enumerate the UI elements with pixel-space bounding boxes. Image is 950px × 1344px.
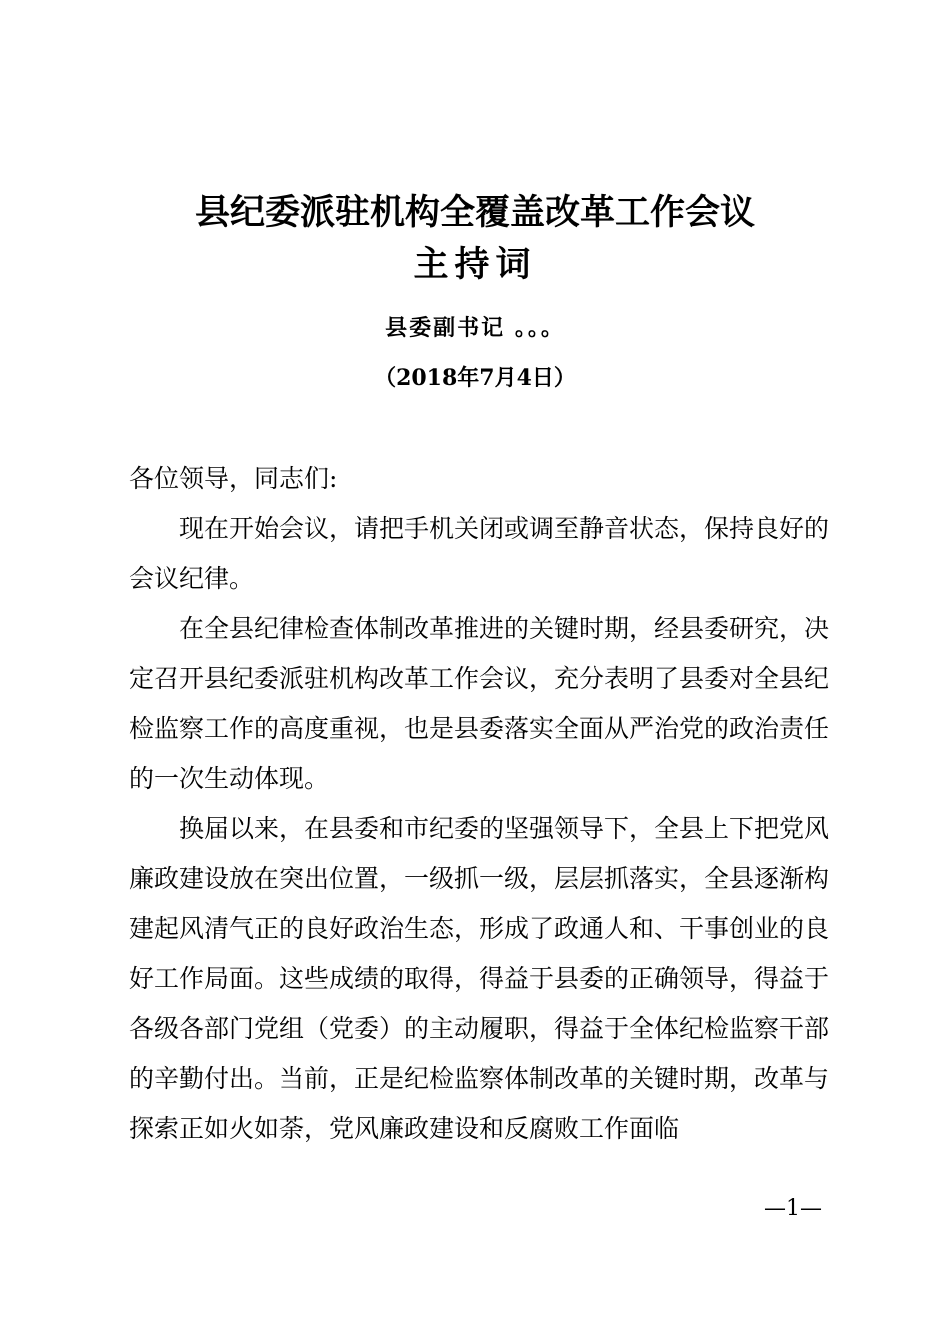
author-line: 县委副书记 。。。 <box>385 315 565 341</box>
paragraph-2: 在全县纪律检查体制改革推进的关键时期，经县委研究，决定召开县纪委派驻机构改革工作会议，充分表明了县委对全县纪检监察工作的高度重视，也是县委落实全面从严治党的政治责任的一次生动体现。 <box>129 614 830 793</box>
paragraph-1: 现在开始会议，请把手机关闭或调至静音状态，保持良好的会议纪律。 <box>129 514 830 593</box>
page-number: —1— <box>764 1196 822 1221</box>
paragraph-3: 换届以来，在县委和市纪委的坚强领导下，全县上下把党风廉政建设放在突出位置，一级抓一级，层层抓落实，全县逐渐构建起风清气正的良好政治生态，形成了政通人和、干事创业的良好工作局面。这些成绩的取得，得益于县委的正确领导，得益于各级各部门党组（党委）的主动履职，得益于全体纪检监察干部的辛勤付出。当前，正是纪检监察体制改革的关键时期，改革与探索正如火如荼，党风廉政建设和反腐败工作面临 <box>129 814 830 1143</box>
document-title: 县纪委派驻机构全覆盖改革工作会议 <box>194 193 755 233</box>
date-line: （2018年7月4日） <box>374 365 576 391</box>
document-subtitle: 主持词 <box>413 245 537 285</box>
salutation: 各位领导，同志们: <box>129 464 338 493</box>
document-body <box>129 454 829 1154</box>
